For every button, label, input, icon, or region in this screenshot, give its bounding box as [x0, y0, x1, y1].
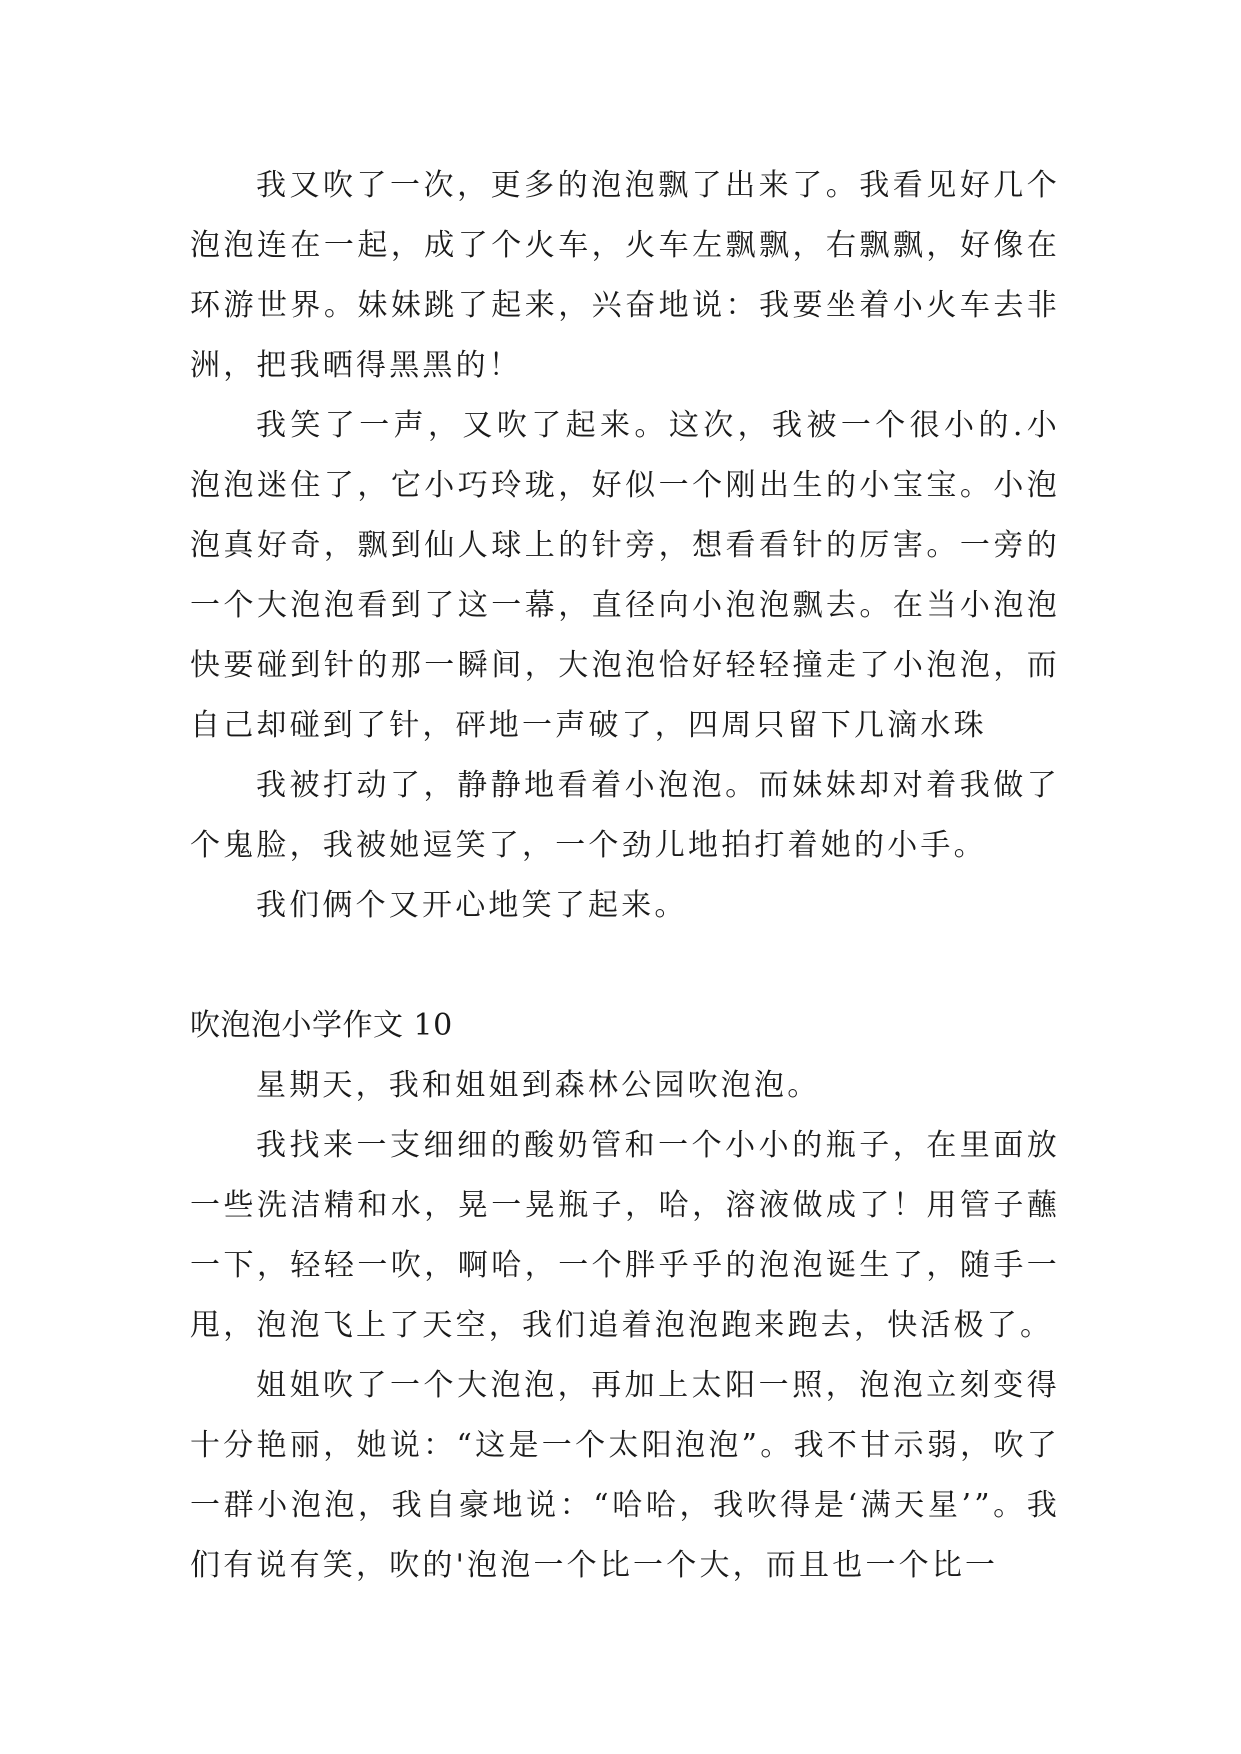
paragraph: 我找来一支细细的酸奶管和一个小小的瓶子，在里面放一些洗洁精和水，晃一晃瓶子，哈，溶液做成了！用管子蘸一下，轻轻一吹，啊哈，一个胖乎乎的泡泡诞生了，随手一甩，泡泡飞上了天空，我们追着泡泡跑来跑去，快活极了。 [190, 1128, 1060, 1343]
document-body [190, 156, 1060, 1596]
paragraph: 我又吹了一次，更多的泡泡飘了出来了。我看见好几个泡泡连在一起，成了个火车，火车左飘飘，右飘飘，好像在环游世界。妹妹跳了起来，兴奋地说：我要坐着小火车去非洲，把我晒得黑黑的！ [190, 168, 1060, 383]
paragraph: 我被打动了，静静地看着小泡泡。而妹妹却对着我做了个鬼脸，我被她逗笑了，一个劲儿地拍打着她的小手。 [190, 768, 1060, 863]
paragraph: 我们俩个又开心地笑了起来。 [256, 888, 688, 923]
paragraph: 星期天，我和姐姐到森林公园吹泡泡。 [256, 1068, 821, 1103]
paragraph: 姐姐吹了一个大泡泡，再加上太阳一照，泡泡立刻变得十分艳丽，她说：“这是一个太阳泡泡”。我不甘示弱，吹了一群小泡泡，我自豪地说：“哈哈，我吹得是‘满天星’”。我们有说有笑，吹的'泡泡一个比一个大，而且也一个比一 [190, 1368, 1060, 1583]
section-title: 吹泡泡小学作文 10 [190, 1008, 453, 1043]
paragraph: 我笑了一声，又吹了起来。这次，我被一个很小的.小泡泡迷住了，它小巧玲珑，好似一个刚出生的小宝宝。小泡泡真好奇，飘到仙人球上的针旁，想看看针的厉害。一旁的一个大泡泡看到了这一幕，直径向小泡泡飘去。在当小泡泡快要碰到针的那一瞬间，大泡泡恰好轻轻撞走了小泡泡，而自己却碰到了针，砰地一声破了，四周只留下几滴水珠 [190, 408, 1060, 743]
